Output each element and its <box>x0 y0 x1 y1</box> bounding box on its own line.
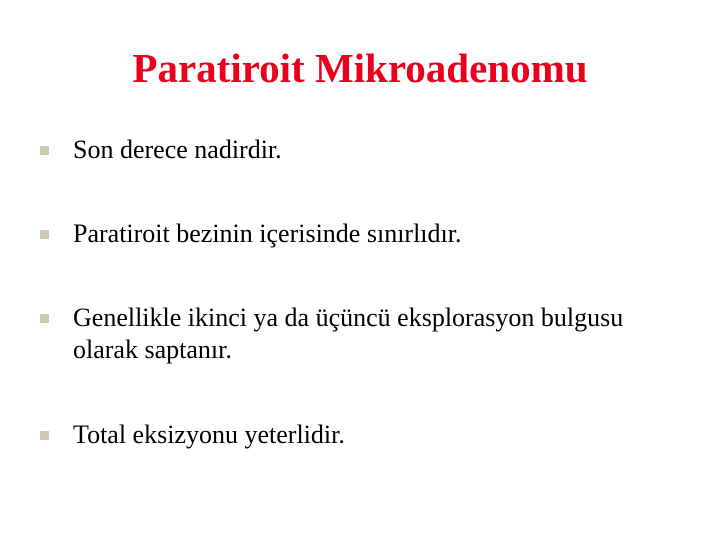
square-bullet-icon <box>40 431 49 440</box>
bullet-text: Total eksizyonu yeterlidir. <box>73 420 345 449</box>
slide-title: Paratiroit Mikroadenomu <box>132 45 588 91</box>
bullet-text: Genellikle ikinci ya da üçüncü eksplorasyon bulgusu olarak saptanır. <box>73 303 624 364</box>
bullet-text: Son derece nadirdir. <box>73 135 282 164</box>
square-bullet-icon <box>40 314 49 323</box>
square-bullet-icon <box>40 230 49 239</box>
bullet-text: Paratiroit bezinin içerisinde sınırlıdır. <box>73 219 462 248</box>
square-bullet-icon <box>40 146 49 155</box>
